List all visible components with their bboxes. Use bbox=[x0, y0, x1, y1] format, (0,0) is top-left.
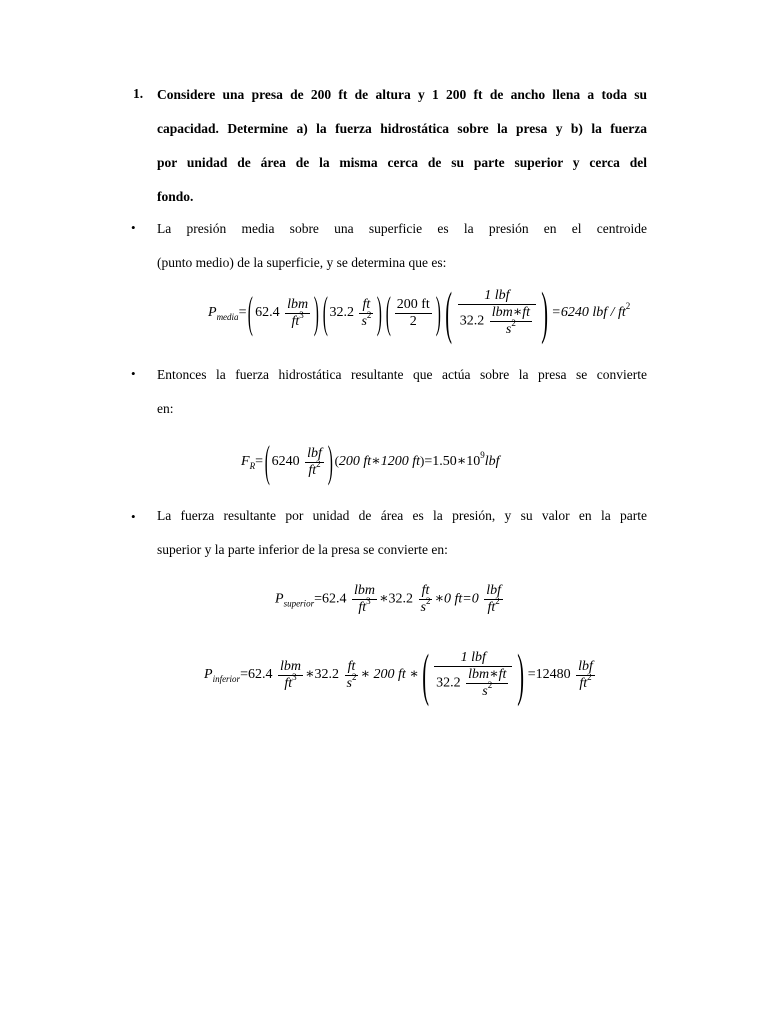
eq-fraction: $\frac{ft}{s^2}$ bbox=[346, 658, 357, 691]
eq-subscript: media bbox=[216, 312, 239, 323]
paragraph-line: Entonces la fuerza hidrostática resultante que actúa sobre la presa se convierte bbox=[157, 367, 647, 382]
bullet-icon: • bbox=[131, 220, 136, 235]
eq-fraction: $\frac{\text{lbm}}{ft^3}$ bbox=[353, 583, 375, 615]
eq-conversion-fraction: 1 lbf 32.2 $\frac{\text{lbm∗ft}}{s^2}$ bbox=[458, 288, 536, 338]
question-line-3: por unidad de área de la misma cerca de su parte superior y cerca del bbox=[157, 155, 647, 170]
equation-resultant-force: $F_R=$( 6240 $\frac{\text{lbf}}{ft^2}$ ) (200 ft∗1200 $ft)=1.50∗10^9lbf$ bbox=[241, 437, 500, 486]
equation-bottom-pressure: $P_{inferior}=62.4$ $\frac{\text{lbm}}{ft^3}$ ∗32.2 $\frac{ft}{s^2}$ ∗ 200 ft ∗( 1 lbf 32.2 $\frac{\text{lbm∗ft}}{s^2}$ ) =12480 $\frac{\text{lbf}}{ft^2}$ bbox=[204, 642, 593, 707]
eq-fraction: $\frac{\text{lbf}}{ft^2}$ bbox=[578, 658, 593, 691]
question-number: 1. bbox=[133, 86, 144, 101]
paragraph-line: La fuerza resultante por unidad de área es la presión, y su valor en la parte bbox=[157, 508, 647, 523]
eq-result: =6240 lbf / ft bbox=[551, 305, 626, 321]
paragraph-resultant-force bbox=[157, 358, 647, 426]
eq-symbol: F bbox=[241, 454, 250, 470]
equation-top-pressure: $P_{superior}=62.4$ $\frac{\text{lbm}}{ft^3}$ ∗32.2 $\frac{ft}{s^2}$ ∗0 ft=0 $\frac{\text{lbf}}{ft^2}$ bbox=[275, 583, 501, 615]
paragraph-line: (punto medio) de la superficie, y se determina que es: bbox=[157, 255, 447, 270]
eq-conversion-fraction: 1 lbf 32.2 $\frac{\text{lbm∗ft}}{s^2}$ bbox=[434, 650, 512, 700]
eq-value: =62.4 bbox=[240, 667, 273, 683]
eq-value: 62.4 bbox=[255, 305, 280, 321]
paragraph-line: superior y la parte inferior de la presa se convierte en: bbox=[157, 542, 448, 557]
eq-result: =1.50∗10 bbox=[424, 454, 481, 470]
paragraph-mean-pressure bbox=[157, 212, 647, 280]
eq-fraction: $\frac{ft}{s^2}$ bbox=[361, 296, 372, 329]
question-text bbox=[157, 78, 647, 214]
eq-fraction: $\frac{\text{lbf}}{ft^2}$ bbox=[307, 445, 322, 478]
eq-symbol: P bbox=[275, 591, 284, 607]
question-line-4: fondo. bbox=[157, 189, 194, 204]
paragraph-line: en: bbox=[157, 401, 174, 416]
eq-value: ∗32.2 bbox=[378, 591, 413, 607]
eq-value: ∗32.2 bbox=[304, 667, 339, 683]
eq-symbol: P bbox=[204, 667, 213, 683]
bullet-icon: • bbox=[131, 366, 136, 381]
question-line-1: Considere una presa de 200 ft de altura y 1 200 ft de ancho llena a toda su bbox=[157, 87, 647, 102]
eq-fraction: $\frac{\text{lbm}}{ft^3}$ bbox=[279, 658, 301, 691]
equation-mean-pressure: $P_{media}=$( 62.4 $\frac{\text{lbm}}{ft^3}$ )( 32.2 $\frac{ft}{s^2}$ )( $\frac{200 ft}{2}$ )( 1 lbf 32.2 $\frac{\text{lbm∗ft}}{s^2}$ ) =6240 lbf / $ft^2$ bbox=[208, 280, 631, 345]
eq-value: =62.4 bbox=[314, 591, 347, 607]
eq-result: =12480 bbox=[527, 667, 571, 683]
eq-symbol: P bbox=[208, 305, 217, 321]
eq-tail: ∗0 ft=0 bbox=[434, 591, 479, 607]
bullet-icon: • bbox=[131, 509, 136, 524]
eq-fraction: $\frac{ft}{s^2}$ bbox=[420, 583, 431, 615]
eq-fraction: $\frac{200 ft}{2}$ bbox=[396, 296, 430, 329]
eq-area: 200 ft∗1200 ft bbox=[338, 454, 420, 470]
eq-value: 32.2 bbox=[329, 305, 354, 321]
eq-fraction: $\frac{\text{lbm}}{ft^3}$ bbox=[287, 296, 309, 329]
paragraph-line: La presión media sobre una superficie es la presión en el centroide bbox=[157, 221, 647, 236]
paragraph-pressure-per-area bbox=[157, 499, 647, 567]
question-line-2: capacidad. Determine a) la fuerza hidrostática sobre la presa y b) la fuerza bbox=[157, 121, 647, 136]
eq-fraction: $\frac{\text{lbf}}{ft^2}$ bbox=[486, 583, 501, 615]
eq-value: 6240 bbox=[271, 454, 300, 470]
eq-height: ∗ 200 ft ∗ bbox=[360, 667, 419, 683]
